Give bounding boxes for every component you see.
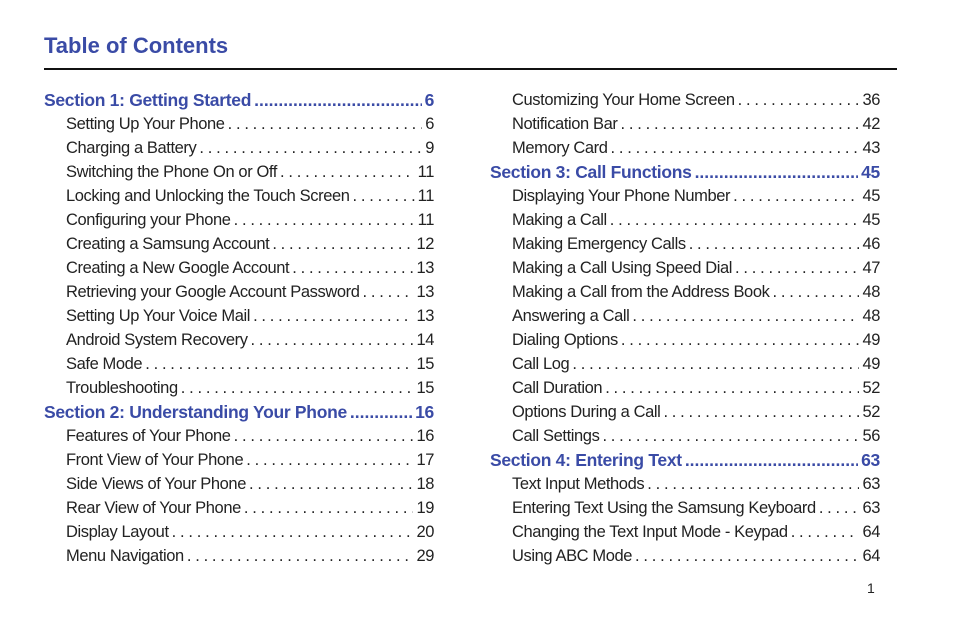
toc-entry[interactable] [44,160,434,184]
toc-entry-label: Features of Your Phone [66,427,231,445]
toc-entry-label: Safe Mode [66,355,143,373]
toc-entry-label: Changing the Text Input Mode - Keypad [512,523,788,541]
toc-entry[interactable] [490,184,880,208]
toc-entry-label: Troubleshooting [66,379,178,397]
toc-page-number: 49 [862,331,880,349]
toc-entry[interactable] [490,544,880,568]
toc-page-number: 52 [862,379,880,397]
toc-entry-label: Creating a New Google Account [66,259,290,277]
toc-entry[interactable] [490,376,880,400]
toc-entry[interactable] [490,280,880,304]
toc-entry[interactable] [44,232,434,256]
toc-entry-label: Retrieving your Google Account Password [66,283,360,301]
toc-entry[interactable] [44,352,434,376]
toc-page-number: 6 [425,115,434,133]
toc-entry[interactable] [44,544,434,568]
dot-leader [253,304,413,328]
dot-leader [605,376,859,400]
toc-entry[interactable] [44,496,434,520]
dot-leader [602,424,859,448]
toc-entry[interactable] [490,520,880,544]
toc-entry-label: Making a Call Using Speed Dial [512,259,733,277]
dot-leader [663,400,859,424]
dot-leader [199,136,422,160]
dot-leader [254,88,421,112]
toc-page-number: 6 [424,90,434,110]
toc-entry-label: Entering Text Using the Samsung Keyboard [512,499,816,517]
toc-entry-label: Making a Call from the Address Book [512,283,770,301]
toc-page-number: 46 [862,235,880,253]
toc-entry-label: Creating a Samsung Account [66,235,270,253]
toc-page-number: 63 [862,475,880,493]
dot-leader [791,520,860,544]
toc-entry[interactable] [44,208,434,232]
toc-entry[interactable] [490,112,880,136]
toc-entry-label: Text Input Methods [512,475,645,493]
toc-entry-label: Android System Recovery [66,331,248,349]
toc-page-number: 45 [862,211,880,229]
dot-leader [735,256,859,280]
toc-page-number: 43 [862,139,880,157]
toc-section-heading[interactable] [490,160,880,184]
toc-entry-label: Answering a Call [512,307,630,325]
dot-leader [292,256,413,280]
toc-entry-label: Switching the Phone On or Off [66,163,277,181]
toc-page-number: 63 [861,450,880,470]
dot-leader [738,88,860,112]
toc-right-column [490,88,880,568]
dot-leader [632,304,859,328]
toc-section-heading[interactable] [44,400,434,424]
toc-entry[interactable] [44,304,434,328]
toc-page-number: 9 [425,139,434,157]
toc-entry[interactable] [490,304,880,328]
toc-page-number: 12 [416,235,434,253]
dot-leader [689,232,860,256]
toc-entry[interactable] [490,424,880,448]
toc-entry-label: Side Views of Your Phone [66,475,246,493]
toc-entry[interactable] [490,256,880,280]
toc-page-number: 11 [417,211,434,229]
toc-entry[interactable] [490,88,880,112]
toc-entry-label: Front View of Your Phone [66,451,244,469]
toc-section-label: Section 2: Understanding Your Phone [44,402,347,422]
dot-leader [647,472,859,496]
toc-left-column [44,88,434,568]
dot-leader [695,160,859,184]
dot-leader [620,112,859,136]
toc-page-number: 13 [416,283,434,301]
toc-entry-label: Notification Bar [512,115,618,133]
toc-page-number: 48 [862,307,880,325]
toc-page-number: 48 [862,283,880,301]
dot-leader [685,448,858,472]
toc-entry-label: Making a Call [512,211,607,229]
toc-entry[interactable] [44,328,434,352]
toc-page-number: 13 [416,307,434,325]
dot-leader [228,112,423,136]
dot-leader [611,136,860,160]
toc-entry-label: Making Emergency Calls [512,235,686,253]
toc-section-label: Section 1: Getting Started [44,90,252,110]
page-title: Table of Contents [44,33,229,58]
dot-leader [246,448,413,472]
dot-leader [249,472,413,496]
toc-page-number: 36 [862,91,880,109]
dot-leader [187,544,414,568]
toc-page-number: 16 [416,427,434,445]
toc-entry-label: Configuring your Phone [66,211,231,229]
toc-page-number: 52 [862,403,880,421]
page-number: 1 [867,580,875,596]
toc-entry-label: Call Settings [512,427,600,445]
toc-entry-label: Options During a Call [512,403,661,421]
toc-entry[interactable] [44,472,434,496]
toc-page-number: 11 [417,187,434,205]
toc-entry[interactable] [44,256,434,280]
toc-entry[interactable] [44,280,434,304]
toc-page-number: 16 [415,402,434,422]
toc-entry[interactable] [490,352,880,376]
dot-leader [635,544,859,568]
toc-entry-label: Locking and Unlocking the Touch Screen [66,187,350,205]
toc-entry-label: Charging a Battery [66,139,197,157]
toc-entry[interactable] [490,328,880,352]
toc-entry[interactable] [490,136,880,160]
toc-page-number: 19 [416,499,434,517]
toc-entry-label: Setting Up Your Phone [66,115,225,133]
toc-entry-label: Display Layout [66,523,169,541]
toc-section-heading[interactable] [44,88,434,112]
dot-leader [772,280,859,304]
dot-leader [280,160,415,184]
toc-entry-label: Memory Card [512,139,608,157]
toc-entry[interactable] [44,424,434,448]
toc-entry[interactable] [44,520,434,544]
toc-entry-label: Call Log [512,355,570,373]
toc-entry[interactable] [490,208,880,232]
dot-leader [145,352,413,376]
toc-page-number: 63 [862,499,880,517]
dot-leader [234,208,415,232]
toc-section-label: Section 4: Entering Text [490,450,682,470]
toc-page-number: 45 [862,187,880,205]
toc-entry-label: Customizing Your Home Screen [512,91,735,109]
dot-leader [350,400,412,424]
toc-entry[interactable] [490,496,880,520]
toc-page-number: 56 [862,427,880,445]
toc-page-number: 15 [416,379,434,397]
toc-entry[interactable] [44,136,434,160]
toc-page-number: 20 [416,523,434,541]
toc-entry[interactable] [44,376,434,400]
toc-entry[interactable] [490,232,880,256]
dot-leader [733,184,859,208]
toc-entry-label: Menu Navigation [66,547,184,565]
toc-page-number: 18 [416,475,434,493]
toc-entry[interactable] [44,184,434,208]
title-rule [44,68,897,70]
toc-entry[interactable] [44,112,434,136]
toc-page-number: 47 [862,259,880,277]
toc-page-number: 64 [862,547,880,565]
toc-entry-label: Call Duration [512,379,603,397]
toc-entry-label: Dialing Options [512,331,618,349]
toc-page-number: 14 [416,331,434,349]
dot-leader [244,496,414,520]
dot-leader [819,496,860,520]
toc-entry[interactable] [490,400,880,424]
toc-page-number: 42 [862,115,880,133]
toc-entry-label: Displaying Your Phone Number [512,187,731,205]
toc-entry-label: Rear View of Your Phone [66,499,241,517]
toc-section-heading[interactable] [490,448,880,472]
toc-page-number: 64 [862,523,880,541]
toc-entry-label: Setting Up Your Voice Mail [66,307,251,325]
toc-page-number: 15 [416,355,434,373]
dot-leader [251,328,414,352]
toc-page-number: 29 [416,547,434,565]
toc-entry[interactable] [490,472,880,496]
toc-page-number: 17 [416,451,434,469]
dot-leader [272,232,413,256]
toc-entry-label: Using ABC Mode [512,547,633,565]
toc-page-number: 45 [861,162,880,182]
dot-leader [181,376,414,400]
dot-leader [610,208,860,232]
toc-entry[interactable] [44,448,434,472]
toc-section-label: Section 3: Call Functions [490,162,692,182]
dot-leader [621,328,860,352]
dot-leader [572,352,859,376]
toc-page-number: 11 [417,163,434,181]
toc-page-number: 13 [416,259,434,277]
dot-leader [353,184,415,208]
toc-page-number: 49 [862,355,880,373]
dot-leader [362,280,413,304]
dot-leader [234,424,414,448]
dot-leader [172,520,414,544]
